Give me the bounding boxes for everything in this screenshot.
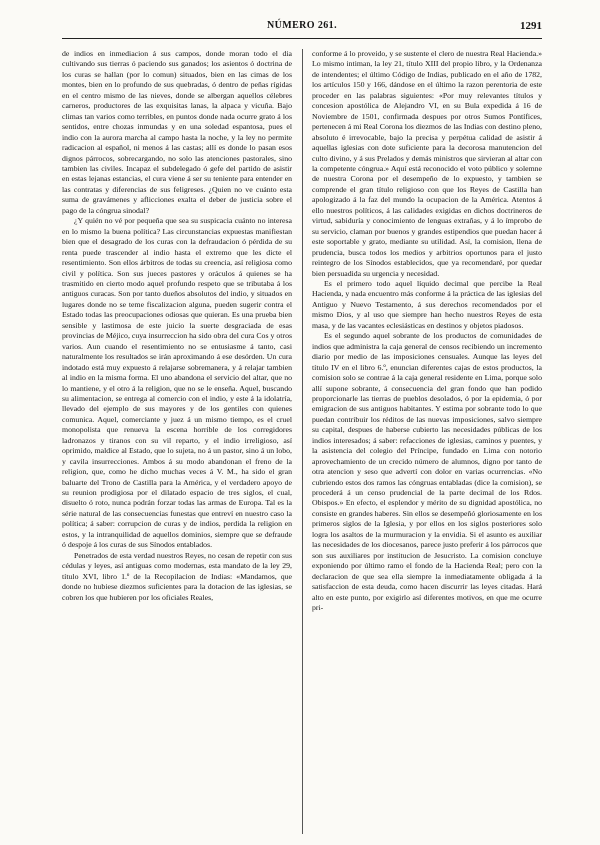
column-divider xyxy=(302,49,303,834)
paragraph: Es el primero todo aquel líquido decimal que percibe la Real Hacienda, y nada encuentro más conforme á la práctica de las iglesias del Antiguo y Nuevo Testamento, á sus derechos recomendados por el mismo Dios, y al uso que siempre han hecho nuestros Reyes de esta masa, y de las vacantes eclesiásticas en destinos y objetos piadosos. xyxy=(312,278,542,330)
right-column xyxy=(312,49,542,839)
paragraph: Es el segundo aquel sobrante de los productos de comunidades de indios que administra la caja general de censos recibiendo un incremento diario por medio de las imposiciones censuales. Aunque las leyes del título IV en el libro 6.º, enuncian diferentes cajas de estos productos, la comision solo se contrae á la caja general residente en Lima, porque solo allí supone sobrante, á consecuencia del gran fondo que han podido proporcionarle las tierras de pueblos desolados, ó por la epidemia, ó por emigracion de sus antiguos habitantes. Y estima por sobrante todo lo que puedan contribuir los réditos de las nuevas imposiciones, salvo siempre su capital, despues de haberse cubierto las necesidades públicas de los indios interesados; á saber: refacciones de iglesias, caminos y puentes, y la asistencia del colegio del Príncipe, fundado en Lima con notorio aprovechamiento de un crecido número de alumnos, digno por tanto de otra atencion y seso que advertí con dolor en varias ocurrencias. «No cubriendo estos dos ramos las cóngruas entabladas (dice la comision), se procederá á un censo prudencial de la parte decimal de los Rdos. Obispos.» En efecto, el esplendor y mérito de su dignidad apostólica, no consiste en grandes haberes. Sin ellos se desempeñó gloriosamente en los primeros siglos de la Iglesia, y por ellos en los siglos posteriores solo logra los asaltos de la murmuracion y la envidia. Si el asunto es auxiliar las necesidades de los diocesanos, parece justo preferir á los párrocos que son sus auxiliares por institucion de Jesucristo. La comision concluye exponiendo por último ramo el fondo de la Hacienda Real; pero con la declaracion de que sea ella siempre la inmediatamente obligada á la satisfaccion de esta deuda, como hacen discurrir las leyes citadas. Hará alto en este punto, por exigirlo así diferentes motivos, en que me ocurre pri- xyxy=(312,331,542,613)
paragraph: Penetrados de esta verdad nuestros Reyes, no cesan de repetir con sus cédulas y leyes, así antiguas como modernas, esta mandato de la ley 29, título XVI, libro 1.º de la Recopilacion de Indias: «Mandamos, que donde no hubiese diezmos suficientes para la dotacion de las iglesias, se cobren los que hubieren por los oficiales Reales, xyxy=(62,550,292,602)
header-rule xyxy=(62,38,542,39)
page-header xyxy=(62,20,542,36)
left-column xyxy=(62,49,292,839)
paragraph: ¿Y quién no vé por pequeña que sea su suspicacia cuánto no interesa en lo mismo la buena política? Las circunstancias expuestas manifiestan bien que el desagrado de los curas con la defraudacion ó pérdida de su renta puede trascender al indio hasta el extremo que les dicte el resentimiento. Son ellos árbitros de todas su creencia, así religiosa como civil y política. Son sus jueces pastores y oráculos á quienes se ha trasmitido en cierto modo aquel profundo respeto que se tributaba á los antiguos curacas. Son por tanto dueños absolutos del indio, y situados en lugares donde no se teme fiscalizacion alguna, pueden sugerir contra el Estado todas las preocupaciones odiosas que quieran. Es una prueba bien sensible y lastimosa de este juicio la suerte desgraciada de esas provincias de Méjico, cuya insurreccion ha sido obra del cura Cos y otros varios. Aun cuando el resentimiento no se entusiasme á tanto, casi naturalmente los resultados se irán aproximando á ese desórden. Un cura indotado está muy expuesto á relajarse sobremanera, y á relajar tambien al indio en la misma forma. El uno abandona el servicio del altar, que no lo mantiene, y el otro á la religion, que no se le enseña. Aquel, buscando su alimentacion, se entrega al comercio con el indio, y este á la idolatría, llevado del ejemplo de sus mayores y de los gentiles con quienes comunica. Aquel, comerciante y juez á un mismo tiempo, es el cruel monopolista que renueva la escena horrible de los corregidores ladronazos y tiranos con su vil reparto, y el indio irreligioso, así oprimido, maldice al Estado, que lo sujeta, no á un pastor, sino á un lobo, y cavila insurrecciones. Ambos á su modo abandonan el freno de la religion, que, como he dicho muchas veces á V. M., ha sido el gran baluarte del Trono de Castilla para la América, y el verdadero apoyo de su reunion prodigiosa por el dilatado espacio de tres siglos, el cual, disuelto ó roto, nunca podrán forzar todas las armas de Europa. Tal es la série natural de las consecuencias funestas que entreví en nuestro caso la política; á saber: corrupcion de curas y de indios, perdida la religion en estos, y la intranquilidad de aquellos dominios, siempre que se defraude ó despoje á los curas de sus Sínodos entablados. xyxy=(62,216,292,550)
page-number: 1291 xyxy=(520,20,542,32)
paragraph: de indios en inmediacion á sus campos, donde moran todo el dia cultivando sus tierras ó paciendo sus ganados; los asientos ó doctrina de los curas se hallan (por lo comun) situados, bien en las cimas de los montes, bien en lo profundo de sus quebradas, ó dentro de peñas rígidas en el centro mismo de las nieves, donde se albergan aquellos célebres carneros, productores de las exquisitas lanas, la alpaca y vicuña. Bajo climas tan varios como terribles, en puntos donde nada ocurre grato á los sentidos, entre chozas inmundas y en una soledad espantosa, pues el indio con la aurora marcha al campo hasta la noche, y la ley no permite radicacion al español, ni menos á las castas; allí es donde lo pasan esos dignos párrocos, sobrecargando, no solo las atenciones pastorales, sino tambien las civiles. Incapaz el subdelegado ó gefe del partido de asistir en estas lejanas estancias, el cura viene á ser su teniente para entender en las contratas y diferencias de sus feligreses. ¿Quien no ve cuánto esta suma de gravámenes y aflicciones exalta el deber de justicia sobre el pago de la cóngrua sinodal? xyxy=(62,49,292,215)
paragraph: conforme á lo proveido, y se sustente el clero de nuestra Real Hacienda.» Lo mismo intiman, la ley 21, título XIII del propio libro, y la Ordenanza de intendentes; el último Código de Indias, publicado en el año de 1782, los artículos 150 y 166, dándose en el último la razon perentoria de este proceder en las palabras siguientes: «Por muy relevantes títulos y concesion apostólica de Alejandro VI, en su Bula expedida á 16 de Noviembre de 1501, confirmada despues por otros Sumos Pontífices, pertenecen á mi Real Corona los diezmos de las Indias con destino pleno, absoluto é irrevocable, bajo la precisa y perpétua calidad de asistir á aquellas iglesias con dote suficiente para la decorosa manutencion del culto divino, y á sus Prelados y demás ministros que sirvieran al altar con la competente cóngrua.» Aquí está reconocido el voto público y solemne de nuestra Corona por el desempeño de lo expuesto, y tambien se comprende el gran título religioso con que los Reyes de Castilla han apologizado á la faz del mundo la ocupacion de la América. Atentos á ello nuestros políticos, á las calidades exigidas en dichos doctrineros de virtud, sabiduría y conocimiento de lenguas extrañas, y á lo ímprobo de su servicio, claman por buenos y grandes estipendios que puedan hacer á este soportable y grato, mediante su utilidad. Así, la comision, llena de prudencia, busca todos los medios y arbitrios oportunos para el justo reintegro de los Sínodos establecidos, que ya recomendaré, por quedar bien persuadida su urgencia y necesidad. xyxy=(312,49,542,278)
issue-number: NÚMERO 261. xyxy=(267,20,337,31)
